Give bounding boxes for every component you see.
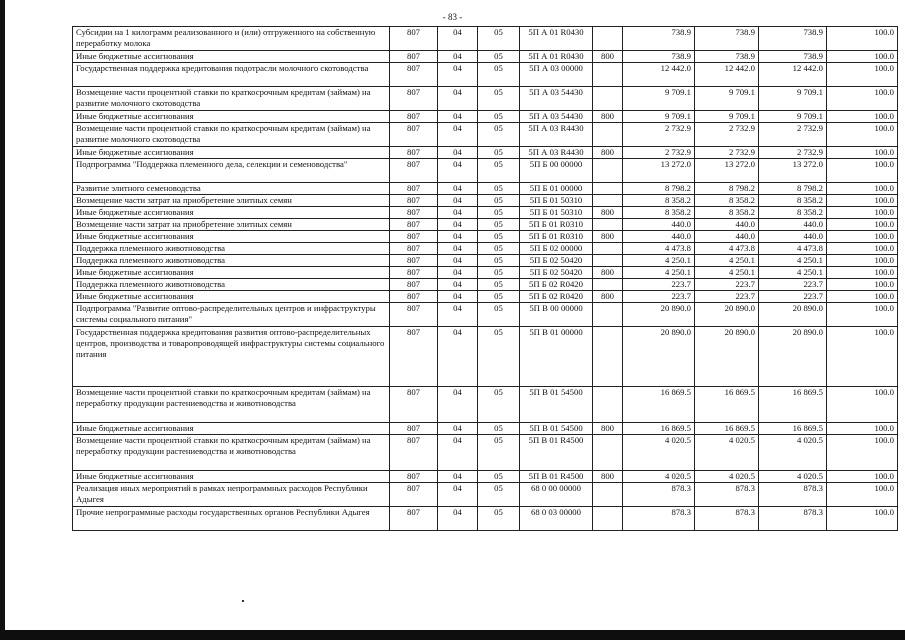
- execution-percent-cell: 100.0: [827, 267, 898, 279]
- amount-planned-cell: 738.9: [623, 51, 695, 63]
- amount-planned-cell: 2 732.9: [623, 147, 695, 159]
- ministry-code-cell: 807: [390, 63, 438, 87]
- section-code-cell: 04: [438, 255, 478, 267]
- scan-speck: [242, 600, 244, 602]
- row-name-cell: Возмещение части затрат на приобретение элитных семян: [73, 195, 390, 207]
- table-row: [73, 483, 898, 507]
- subsection-code-cell: 05: [478, 195, 520, 207]
- amount-executed-cell: 4 020.5: [759, 471, 827, 483]
- amount-planned-cell: 16 869.5: [623, 423, 695, 435]
- amount-executed-cell: 738.9: [759, 51, 827, 63]
- subsection-code-cell: 05: [478, 159, 520, 183]
- expense-type-cell: [593, 279, 623, 291]
- execution-percent-cell: 100.0: [827, 219, 898, 231]
- amount-planned-cell: 8 358.2: [623, 195, 695, 207]
- section-code-cell: 04: [438, 231, 478, 243]
- section-code-cell: 04: [438, 147, 478, 159]
- amount-approved-cell: 223.7: [695, 291, 759, 303]
- amount-approved-cell: 4 020.5: [695, 435, 759, 471]
- expense-type-cell: [593, 183, 623, 195]
- ministry-code-cell: 807: [390, 123, 438, 147]
- amount-planned-cell: 4 250.1: [623, 255, 695, 267]
- expense-type-cell: 800: [593, 267, 623, 279]
- execution-percent-cell: 100.0: [827, 279, 898, 291]
- table-row: [73, 255, 898, 267]
- row-name-cell: Подпрограмма "Развитие оптово-распределительных центров и инфраструктуры системы социального питания": [73, 303, 390, 327]
- execution-percent-cell: 100.0: [827, 423, 898, 435]
- ministry-code-cell: 807: [390, 27, 438, 51]
- section-code-cell: 04: [438, 207, 478, 219]
- ministry-code-cell: 807: [390, 423, 438, 435]
- section-code-cell: 04: [438, 387, 478, 423]
- row-name-cell: Иные бюджетные ассигнования: [73, 231, 390, 243]
- amount-planned-cell: 440.0: [623, 219, 695, 231]
- subsection-code-cell: 05: [478, 303, 520, 327]
- target-article-cell: 5П А 01 R0430: [520, 27, 593, 51]
- subsection-code-cell: 05: [478, 243, 520, 255]
- target-article-cell: 5П А 03 54430: [520, 87, 593, 111]
- amount-approved-cell: 9 709.1: [695, 87, 759, 111]
- amount-planned-cell: 2 732.9: [623, 123, 695, 147]
- section-code-cell: 04: [438, 435, 478, 471]
- table-row: [73, 159, 898, 183]
- row-name-cell: Иные бюджетные ассигнования: [73, 147, 390, 159]
- execution-percent-cell: 100.0: [827, 123, 898, 147]
- target-article-cell: 5П Б 02 R0420: [520, 291, 593, 303]
- table-row: [73, 195, 898, 207]
- table-row: [73, 111, 898, 123]
- expense-type-cell: 800: [593, 231, 623, 243]
- table-row: [73, 27, 898, 51]
- section-code-cell: 04: [438, 27, 478, 51]
- expense-type-cell: [593, 387, 623, 423]
- amount-approved-cell: 16 869.5: [695, 423, 759, 435]
- expense-type-cell: [593, 159, 623, 183]
- subsection-code-cell: 05: [478, 387, 520, 423]
- amount-approved-cell: 440.0: [695, 219, 759, 231]
- amount-planned-cell: 4 473.8: [623, 243, 695, 255]
- amount-executed-cell: 4 473.8: [759, 243, 827, 255]
- amount-executed-cell: 440.0: [759, 231, 827, 243]
- ministry-code-cell: 807: [390, 387, 438, 423]
- execution-percent-cell: 100.0: [827, 327, 898, 387]
- subsection-code-cell: 05: [478, 231, 520, 243]
- execution-percent-cell: 100.0: [827, 231, 898, 243]
- execution-percent-cell: 100.0: [827, 483, 898, 507]
- expense-type-cell: [593, 327, 623, 387]
- amount-planned-cell: 20 890.0: [623, 327, 695, 387]
- amount-executed-cell: 8 798.2: [759, 183, 827, 195]
- row-name-cell: Иные бюджетные ассигнования: [73, 111, 390, 123]
- amount-approved-cell: 4 250.1: [695, 267, 759, 279]
- scan-bottom-edge: [0, 630, 905, 640]
- execution-percent-cell: 100.0: [827, 159, 898, 183]
- expense-type-cell: 800: [593, 471, 623, 483]
- expense-type-cell: [593, 303, 623, 327]
- subsection-code-cell: 05: [478, 87, 520, 111]
- section-code-cell: 04: [438, 51, 478, 63]
- expense-type-cell: [593, 255, 623, 267]
- ministry-code-cell: 807: [390, 303, 438, 327]
- scan-left-edge: [0, 0, 5, 640]
- amount-planned-cell: 20 890.0: [623, 303, 695, 327]
- target-article-cell: 5П Б 02 50420: [520, 267, 593, 279]
- amount-approved-cell: 738.9: [695, 51, 759, 63]
- ministry-code-cell: 807: [390, 255, 438, 267]
- ministry-code-cell: 807: [390, 327, 438, 387]
- amount-executed-cell: 4 020.5: [759, 435, 827, 471]
- subsection-code-cell: 05: [478, 255, 520, 267]
- section-code-cell: 04: [438, 303, 478, 327]
- section-code-cell: 04: [438, 291, 478, 303]
- ministry-code-cell: 807: [390, 471, 438, 483]
- amount-planned-cell: 4 020.5: [623, 435, 695, 471]
- amount-approved-cell: 13 272.0: [695, 159, 759, 183]
- subsection-code-cell: 05: [478, 507, 520, 531]
- amount-planned-cell: 9 709.1: [623, 87, 695, 111]
- amount-executed-cell: 9 709.1: [759, 87, 827, 111]
- row-name-cell: Поддержка племенного животноводства: [73, 255, 390, 267]
- section-code-cell: 04: [438, 219, 478, 231]
- expense-type-cell: [593, 195, 623, 207]
- amount-executed-cell: 440.0: [759, 219, 827, 231]
- section-code-cell: 04: [438, 243, 478, 255]
- target-article-cell: 5П А 03 54430: [520, 111, 593, 123]
- subsection-code-cell: 05: [478, 471, 520, 483]
- amount-approved-cell: 2 732.9: [695, 147, 759, 159]
- amount-planned-cell: 16 869.5: [623, 387, 695, 423]
- table-row: [73, 231, 898, 243]
- amount-executed-cell: 16 869.5: [759, 387, 827, 423]
- subsection-code-cell: 05: [478, 267, 520, 279]
- execution-percent-cell: 100.0: [827, 27, 898, 51]
- execution-percent-cell: 100.0: [827, 303, 898, 327]
- row-name-cell: Возмещение части затрат на приобретение элитных семян: [73, 219, 390, 231]
- subsection-code-cell: 05: [478, 483, 520, 507]
- subsection-code-cell: 05: [478, 123, 520, 147]
- section-code-cell: 04: [438, 327, 478, 387]
- amount-executed-cell: 738.9: [759, 27, 827, 51]
- budget-table: [72, 26, 898, 531]
- execution-percent-cell: 100.0: [827, 87, 898, 111]
- target-article-cell: 5П В 01 54500: [520, 423, 593, 435]
- budget-table-body: [73, 27, 898, 531]
- ministry-code-cell: 807: [390, 483, 438, 507]
- amount-planned-cell: 13 272.0: [623, 159, 695, 183]
- expense-type-cell: 800: [593, 207, 623, 219]
- row-name-cell: Возмещение части процентной ставки по краткосрочным кредитам (займам) на развитие молочного скотоводства: [73, 123, 390, 147]
- subsection-code-cell: 05: [478, 291, 520, 303]
- amount-executed-cell: 2 732.9: [759, 123, 827, 147]
- amount-planned-cell: 12 442.0: [623, 63, 695, 87]
- row-name-cell: Иные бюджетные ассигнования: [73, 207, 390, 219]
- row-name-cell: Развитие элитного семеноводства: [73, 183, 390, 195]
- target-article-cell: 5П А 03 00000: [520, 63, 593, 87]
- amount-executed-cell: 4 250.1: [759, 255, 827, 267]
- amount-planned-cell: 9 709.1: [623, 111, 695, 123]
- target-article-cell: 5П В 00 00000: [520, 303, 593, 327]
- amount-executed-cell: 2 732.9: [759, 147, 827, 159]
- amount-approved-cell: 9 709.1: [695, 111, 759, 123]
- target-article-cell: 5П В 01 R4500: [520, 471, 593, 483]
- row-name-cell: Иные бюджетные ассигнования: [73, 423, 390, 435]
- target-article-cell: 68 0 03 00000: [520, 507, 593, 531]
- target-article-cell: 5П Б 01 50310: [520, 207, 593, 219]
- table-row: [73, 327, 898, 387]
- row-name-cell: Субсидии на 1 килограмм реализованного и (или) отгруженного на собственную переработку молока: [73, 27, 390, 51]
- amount-executed-cell: 878.3: [759, 507, 827, 531]
- section-code-cell: 04: [438, 87, 478, 111]
- amount-executed-cell: 16 869.5: [759, 423, 827, 435]
- subsection-code-cell: 05: [478, 183, 520, 195]
- execution-percent-cell: 100.0: [827, 243, 898, 255]
- amount-approved-cell: 223.7: [695, 279, 759, 291]
- table-row: [73, 279, 898, 291]
- subsection-code-cell: 05: [478, 207, 520, 219]
- amount-planned-cell: 878.3: [623, 507, 695, 531]
- amount-executed-cell: 13 272.0: [759, 159, 827, 183]
- amount-planned-cell: 223.7: [623, 279, 695, 291]
- target-article-cell: 5П Б 02 00000: [520, 243, 593, 255]
- row-name-cell: Государственная поддержка кредитования подотрасли молочного скотоводства: [73, 63, 390, 87]
- table-row: [73, 243, 898, 255]
- amount-executed-cell: 20 890.0: [759, 303, 827, 327]
- expense-type-cell: [593, 243, 623, 255]
- expense-type-cell: [593, 87, 623, 111]
- expense-type-cell: 800: [593, 423, 623, 435]
- expense-type-cell: [593, 27, 623, 51]
- subsection-code-cell: 05: [478, 111, 520, 123]
- section-code-cell: 04: [438, 279, 478, 291]
- table-row: [73, 423, 898, 435]
- amount-approved-cell: 4 473.8: [695, 243, 759, 255]
- amount-executed-cell: 878.3: [759, 483, 827, 507]
- ministry-code-cell: 807: [390, 279, 438, 291]
- ministry-code-cell: 807: [390, 87, 438, 111]
- target-article-cell: 5П В 01 54500: [520, 387, 593, 423]
- amount-planned-cell: 8 798.2: [623, 183, 695, 195]
- execution-percent-cell: 100.0: [827, 387, 898, 423]
- row-name-cell: Иные бюджетные ассигнования: [73, 471, 390, 483]
- row-name-cell: Иные бюджетные ассигнования: [73, 291, 390, 303]
- section-code-cell: 04: [438, 471, 478, 483]
- amount-approved-cell: 878.3: [695, 507, 759, 531]
- section-code-cell: 04: [438, 423, 478, 435]
- execution-percent-cell: 100.0: [827, 207, 898, 219]
- amount-planned-cell: 878.3: [623, 483, 695, 507]
- amount-approved-cell: 8 358.2: [695, 207, 759, 219]
- table-row: [73, 123, 898, 147]
- table-row: [73, 387, 898, 423]
- ministry-code-cell: 807: [390, 147, 438, 159]
- table-row: [73, 267, 898, 279]
- table-row: [73, 51, 898, 63]
- target-article-cell: 5П Б 02 50420: [520, 255, 593, 267]
- row-name-cell: Поддержка племенного животноводства: [73, 279, 390, 291]
- table-row: [73, 87, 898, 111]
- execution-percent-cell: 100.0: [827, 507, 898, 531]
- row-name-cell: Иные бюджетные ассигнования: [73, 267, 390, 279]
- table-row: [73, 207, 898, 219]
- section-code-cell: 04: [438, 195, 478, 207]
- target-article-cell: 5П Б 02 R0420: [520, 279, 593, 291]
- amount-planned-cell: 8 358.2: [623, 207, 695, 219]
- row-name-cell: Государственная поддержка кредитования развития оптово-распределительных центров, производства и товаропроводящей инфраструктуры системы социального питания: [73, 327, 390, 387]
- subsection-code-cell: 05: [478, 219, 520, 231]
- target-article-cell: 5П В 01 R4500: [520, 435, 593, 471]
- subsection-code-cell: 05: [478, 51, 520, 63]
- row-name-cell: Возмещение части процентной ставки по краткосрочным кредитам (займам) на переработку продукции растениеводства и животноводства: [73, 387, 390, 423]
- execution-percent-cell: 100.0: [827, 63, 898, 87]
- amount-approved-cell: 2 732.9: [695, 123, 759, 147]
- amount-approved-cell: 8 798.2: [695, 183, 759, 195]
- execution-percent-cell: 100.0: [827, 195, 898, 207]
- expense-type-cell: [593, 435, 623, 471]
- amount-planned-cell: 4 250.1: [623, 267, 695, 279]
- row-name-cell: Реализация иных мероприятий в рамках непрограммных расходов Республики Адыгея: [73, 483, 390, 507]
- table-row: [73, 147, 898, 159]
- subsection-code-cell: 05: [478, 423, 520, 435]
- section-code-cell: 04: [438, 111, 478, 123]
- table-row: [73, 183, 898, 195]
- amount-executed-cell: 4 250.1: [759, 267, 827, 279]
- execution-percent-cell: 100.0: [827, 51, 898, 63]
- target-article-cell: 68 0 00 00000: [520, 483, 593, 507]
- table-row: [73, 435, 898, 471]
- amount-approved-cell: 440.0: [695, 231, 759, 243]
- amount-approved-cell: 4 020.5: [695, 471, 759, 483]
- ministry-code-cell: 807: [390, 267, 438, 279]
- table-row: [73, 63, 898, 87]
- section-code-cell: 04: [438, 159, 478, 183]
- amount-planned-cell: 440.0: [623, 231, 695, 243]
- expense-type-cell: 800: [593, 111, 623, 123]
- row-name-cell: Иные бюджетные ассигнования: [73, 51, 390, 63]
- execution-percent-cell: 100.0: [827, 183, 898, 195]
- row-name-cell: Возмещение части процентной ставки по краткосрочным кредитам (займам) на переработку продукции растениеводства и животноводства: [73, 435, 390, 471]
- table-row: [73, 471, 898, 483]
- section-code-cell: 04: [438, 123, 478, 147]
- execution-percent-cell: 100.0: [827, 435, 898, 471]
- execution-percent-cell: 100.0: [827, 147, 898, 159]
- target-article-cell: 5П Б 00 00000: [520, 159, 593, 183]
- amount-approved-cell: 878.3: [695, 483, 759, 507]
- expense-type-cell: [593, 507, 623, 531]
- target-article-cell: 5П А 01 R0430: [520, 51, 593, 63]
- section-code-cell: 04: [438, 267, 478, 279]
- expense-type-cell: 800: [593, 51, 623, 63]
- subsection-code-cell: 05: [478, 63, 520, 87]
- table-row: [73, 303, 898, 327]
- amount-approved-cell: 16 869.5: [695, 387, 759, 423]
- row-name-cell: Прочие непрограммные расходы государственных органов Республики Адыгея: [73, 507, 390, 531]
- target-article-cell: 5П Б 01 R0310: [520, 231, 593, 243]
- ministry-code-cell: 807: [390, 51, 438, 63]
- amount-executed-cell: 223.7: [759, 279, 827, 291]
- ministry-code-cell: 807: [390, 507, 438, 531]
- amount-planned-cell: 4 020.5: [623, 471, 695, 483]
- target-article-cell: 5П А 03 R4430: [520, 123, 593, 147]
- subsection-code-cell: 05: [478, 327, 520, 387]
- amount-approved-cell: 12 442.0: [695, 63, 759, 87]
- ministry-code-cell: 807: [390, 183, 438, 195]
- amount-approved-cell: 4 250.1: [695, 255, 759, 267]
- expense-type-cell: 800: [593, 147, 623, 159]
- ministry-code-cell: 807: [390, 219, 438, 231]
- expense-type-cell: [593, 123, 623, 147]
- execution-percent-cell: 100.0: [827, 111, 898, 123]
- ministry-code-cell: 807: [390, 231, 438, 243]
- amount-executed-cell: 8 358.2: [759, 207, 827, 219]
- ministry-code-cell: 807: [390, 243, 438, 255]
- ministry-code-cell: 807: [390, 111, 438, 123]
- expense-type-cell: [593, 219, 623, 231]
- amount-approved-cell: 20 890.0: [695, 327, 759, 387]
- amount-planned-cell: 223.7: [623, 291, 695, 303]
- execution-percent-cell: 100.0: [827, 471, 898, 483]
- amount-planned-cell: 738.9: [623, 27, 695, 51]
- target-article-cell: 5П Б 01 00000: [520, 183, 593, 195]
- expense-type-cell: [593, 483, 623, 507]
- section-code-cell: 04: [438, 63, 478, 87]
- amount-executed-cell: 12 442.0: [759, 63, 827, 87]
- target-article-cell: 5П Б 01 R0310: [520, 219, 593, 231]
- target-article-cell: 5П Б 01 50310: [520, 195, 593, 207]
- execution-percent-cell: 100.0: [827, 255, 898, 267]
- table-row: [73, 291, 898, 303]
- section-code-cell: 04: [438, 483, 478, 507]
- target-article-cell: 5П В 01 00000: [520, 327, 593, 387]
- amount-approved-cell: 738.9: [695, 27, 759, 51]
- ministry-code-cell: 807: [390, 207, 438, 219]
- expense-type-cell: [593, 63, 623, 87]
- amount-approved-cell: 20 890.0: [695, 303, 759, 327]
- subsection-code-cell: 05: [478, 147, 520, 159]
- ministry-code-cell: 807: [390, 435, 438, 471]
- execution-percent-cell: 100.0: [827, 291, 898, 303]
- subsection-code-cell: 05: [478, 279, 520, 291]
- amount-executed-cell: 9 709.1: [759, 111, 827, 123]
- amount-executed-cell: 20 890.0: [759, 327, 827, 387]
- ministry-code-cell: 807: [390, 159, 438, 183]
- table-row: [73, 219, 898, 231]
- amount-executed-cell: 223.7: [759, 291, 827, 303]
- ministry-code-cell: 807: [390, 195, 438, 207]
- target-article-cell: 5П А 03 R4430: [520, 147, 593, 159]
- row-name-cell: Поддержка племенного животноводства: [73, 243, 390, 255]
- subsection-code-cell: 05: [478, 27, 520, 51]
- section-code-cell: 04: [438, 507, 478, 531]
- subsection-code-cell: 05: [478, 435, 520, 471]
- expense-type-cell: 800: [593, 291, 623, 303]
- row-name-cell: Возмещение части процентной ставки по краткосрочным кредитам (займам) на развитие молочного скотоводства: [73, 87, 390, 111]
- ministry-code-cell: 807: [390, 291, 438, 303]
- amount-executed-cell: 8 358.2: [759, 195, 827, 207]
- amount-approved-cell: 8 358.2: [695, 195, 759, 207]
- table-row: [73, 507, 898, 531]
- section-code-cell: 04: [438, 183, 478, 195]
- row-name-cell: Подпрограмма "Поддержка племенного дела, селекции и семеноводства": [73, 159, 390, 183]
- page-number: - 83 -: [442, 12, 463, 22]
